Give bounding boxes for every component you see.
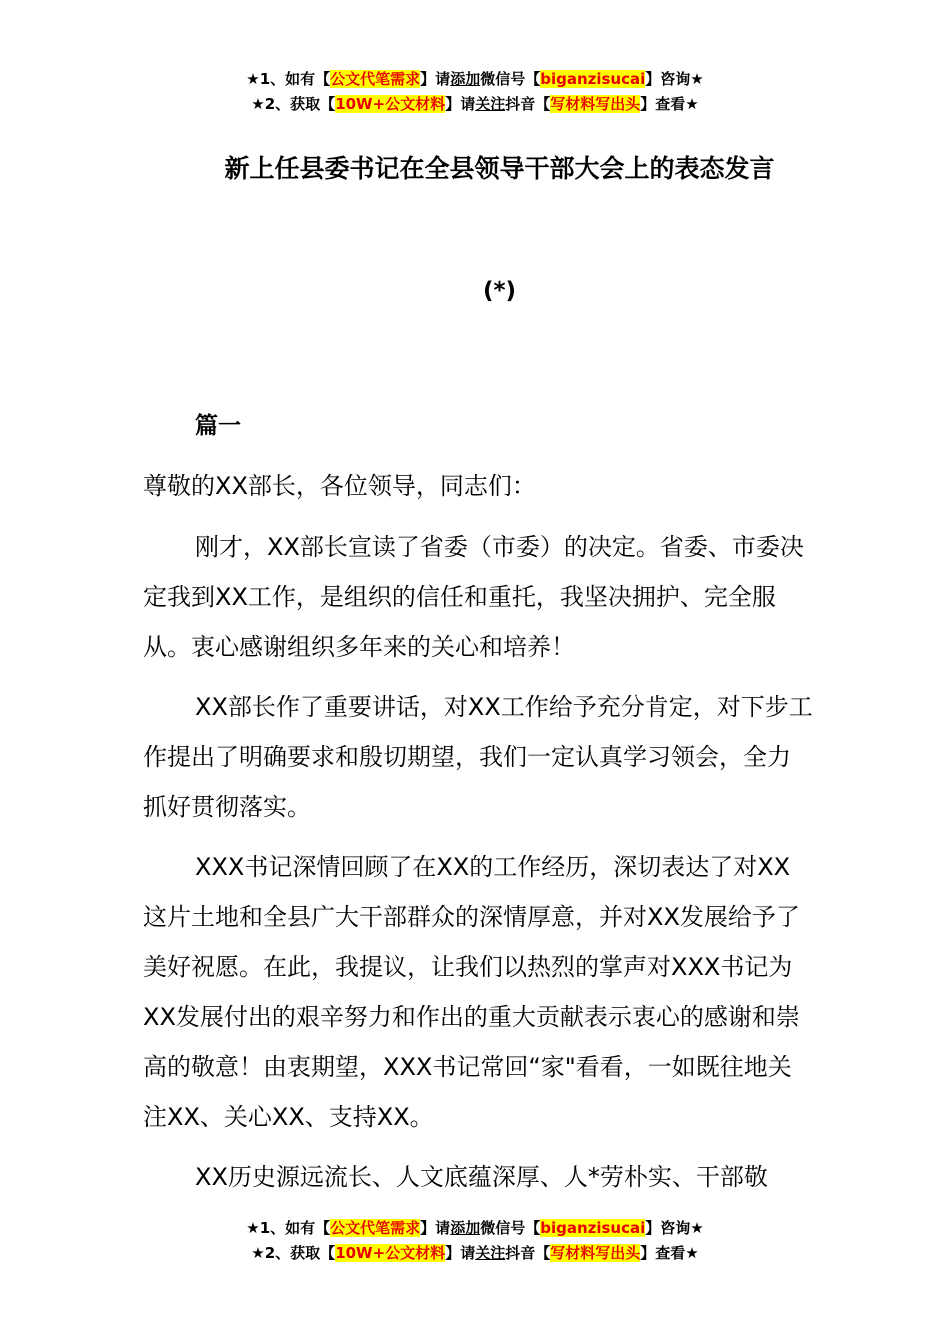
banner-douyin-account: 写材料写出头 — [550, 1244, 641, 1262]
banner-highlight: 公文代笔需求 — [330, 70, 421, 88]
banner-underlined-text: 关注 — [475, 1244, 506, 1262]
section-heading: 篇一 — [195, 413, 241, 439]
paragraph-2: XX部长作了重要讲话，对XX工作给予充分肯定，对下步工作提出了明确要求和殷切期望，我们一定认真学习领会，全力抓好贯彻落实。 — [143, 693, 813, 821]
document-marker: (*) — [482, 278, 517, 304]
header-banner — [0, 67, 950, 117]
paragraph-1: 刚才，XX部长宣读了省委（市委）的决定。省委、市委决定我到XX工作，是组织的信任和重托，我坚决拥护、完全服从。衷心感谢组织多年来的关心和培养！ — [143, 533, 804, 661]
banner-douyin-account: 写材料写出头 — [550, 95, 641, 113]
banner-underlined-text: 添加 — [450, 1219, 481, 1237]
footer-banner — [0, 1216, 950, 1266]
banner-highlight: 10W+公文材料 — [335, 1244, 446, 1262]
document-title: 新上任县委书记在全县领导干部大会上的表态发言 — [224, 154, 775, 183]
banner-underlined-text: 关注 — [475, 95, 506, 113]
banner-highlight: 公文代笔需求 — [330, 1219, 421, 1237]
banner-wechat-id: biganzisucai — [540, 70, 646, 88]
banner-line-2: ★2、获取【10W+公文材料】请关注抖音【写材料写出头】查看★ — [251, 95, 699, 113]
banner-line-2: ★2、获取【10W+公文材料】请关注抖音【写材料写出头】查看★ — [251, 1244, 699, 1262]
salutation: 尊敬的XX部长，各位领导，同志们： — [143, 472, 536, 500]
banner-underlined-text: 添加 — [450, 70, 481, 88]
banner-highlight: 10W+公文材料 — [335, 95, 446, 113]
banner-wechat-id: biganzisucai — [540, 1219, 646, 1237]
banner-line-1: ★1、如有【公文代笔需求】请添加微信号【biganzisucai】咨询★ — [246, 1219, 704, 1237]
paragraph-3: XXX书记深情回顾了在XX的工作经历，深切表达了对XX这片土地和全县广大干部群众的深情厚意，并对XX发展给予了美好祝愿。在此，我提议，让我们以热烈的掌声对XXX书记为XX发展付出的艰辛努力和作出的重大贡献表示衷心的感谢和崇高的敬意！由衷期望，XXX书记常回“家"看看，一如既往地关注XX、关心XX、支持XX。 — [143, 853, 800, 1131]
banner-line-1: ★1、如有【公文代笔需求】请添加微信号【biganzisucai】咨询★ — [246, 70, 704, 88]
paragraph-4: XX历史源远流长、人文底蕴深厚、人*劳朴实、干部敬 — [195, 1163, 768, 1191]
